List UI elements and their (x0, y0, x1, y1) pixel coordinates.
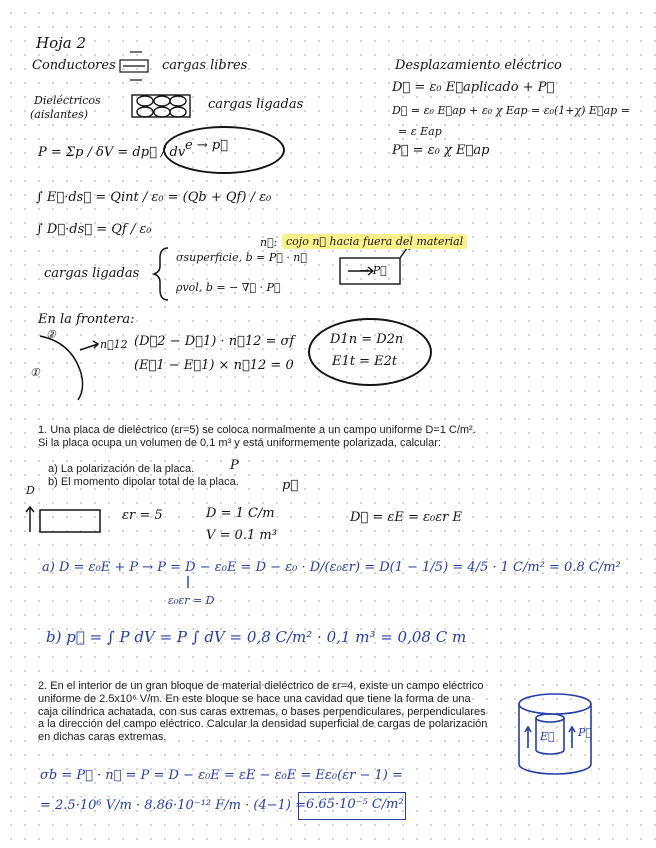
rho-def: P = Σp / δV = dp⃗ / dv (38, 145, 186, 160)
solution-a-note: ε₀εr = D (168, 594, 215, 607)
brace-icon (154, 248, 168, 300)
problem2-answer: 6.65·10⁻⁵ C/m² (306, 797, 404, 812)
mark-b: p⃗ (282, 478, 299, 493)
problem2-sol1: σb = P⃗ · n⃗ = P = D − ε₀E = εE − ε₀E = Eε₀(εr − 1) = (40, 768, 403, 783)
label-cargas-ligadas-2: cargas ligadas (44, 266, 140, 281)
problem2-text: 2. En el interior de un gran bloque de material dieléctrico de εr=4, existe un campo eléctrico uniforme de 2.5x10⁶ V/m. En este bloque se hace una cavidad que tiene la forma de una caja cilíndrica achatada, con sus caras extremas, o bases perpendiculares, perpendiculares a la dirección del campo eléctrico. Calcular la densidad superficial de cargas de polarización en dichas caras extremas. (38, 680, 488, 744)
d-eq1: D⃗ = ε₀ E⃗aplicado + P⃗ (392, 80, 555, 95)
dipole-label: e → p⃗ (185, 138, 228, 153)
label-aislantes: (aislantes) (30, 108, 89, 121)
conductor-icon (120, 52, 148, 80)
frontera-eq2: (E⃗1 − E⃗1) × n⃗12 = 0 (134, 358, 294, 373)
result-dn: D1n = D2n (330, 332, 404, 347)
d-eq3: = ε Eap (398, 125, 442, 138)
region-2: ② (46, 328, 56, 341)
label-cargas-libres: cargas libres (162, 58, 248, 73)
given-V: V = 0.1 m³ (206, 528, 277, 543)
plate-sketch (26, 507, 100, 532)
label-cargas-ligadas: cargas ligadas (208, 97, 304, 112)
problem2-sol2: = 2.5·10⁶ V/m · 8.86·10⁻¹² F/m · (4−1) = (40, 798, 306, 813)
page-title: Hoja 2 (36, 34, 87, 52)
rho-bound: ρvol, b = − ∇⃗ · P⃗ (176, 281, 281, 294)
p-eq: P⃗ = ε₀ χ E⃗ap (392, 143, 490, 158)
box-label: → P⃗ (360, 264, 387, 277)
fig-E-label: E⃗ (540, 730, 555, 743)
given-er: εr = 5 (122, 508, 163, 523)
dielectric-icon (132, 95, 190, 117)
problem1-a: a) La polarización de la placa. (48, 463, 195, 475)
d-eq2: D⃗ = ε₀ E⃗ap + ε₀ χ Eap = ε₀(1+χ) E⃗ap = (392, 104, 630, 117)
boundary-icon (40, 336, 98, 400)
label-desplazamiento: Desplazamiento eléctrico (395, 58, 562, 73)
frontera-eq1: (D⃗2 − D⃗1) · n⃗12 = σf (134, 334, 295, 349)
mark-a: P (230, 458, 239, 473)
highlight-note: cojo n⃗ hacia fuera del material (282, 234, 467, 249)
fig-P-label: P⃗ (578, 726, 593, 739)
solution-b: b) p⃗ = ∫ P dV = P ∫ dV = 0,8 C/m² · 0,1 m³ = 0,08 C m (46, 628, 467, 646)
relation-D: D⃗ = εE = ε₀εr E (350, 510, 463, 525)
plate-D-label: D (26, 484, 35, 497)
given-D: D = 1 C/m (206, 506, 275, 521)
solution-a: a) D = ε₀E + P → P = D − ε₀E = D − ε₀ · D/(ε₀εr) = D(1 − 1/5) = 4/5 · 1 C/m² = 0.8 C/m² (42, 560, 621, 575)
n12-label: n⃗12 (100, 338, 128, 351)
note-prefix: n⃗: (260, 236, 278, 249)
frontera-label: En la frontera: (38, 312, 135, 327)
gauss-eq1: ∫ E⃗·ds⃗ = Qint / ε₀ = (Qb + Qf) / ε₀ (36, 190, 272, 205)
label-conductores: Conductores (32, 58, 116, 73)
result-et: E1t = E2t (332, 354, 398, 369)
region-1: ① (30, 366, 40, 379)
result-circle (308, 318, 432, 386)
label-dielectricos: Dieléctricos (34, 94, 101, 107)
problem1-b: b) El momento dipolar total de la placa. (48, 476, 239, 488)
sigma-bound: σsuperficie, b = P⃗ · n⃗ (176, 251, 307, 264)
gauss-eq2: ∫ D⃗·ds⃗ = Qf / ε₀ (36, 222, 152, 237)
problem1-text: 1. Una placa de dieléctrico (εr=5) se coloca normalmente a un campo uniforme D=1 C/m². Si la placa ocupa un volumen de 0.1 m³ y está uniformemente polarizada, calcular: (38, 424, 476, 449)
